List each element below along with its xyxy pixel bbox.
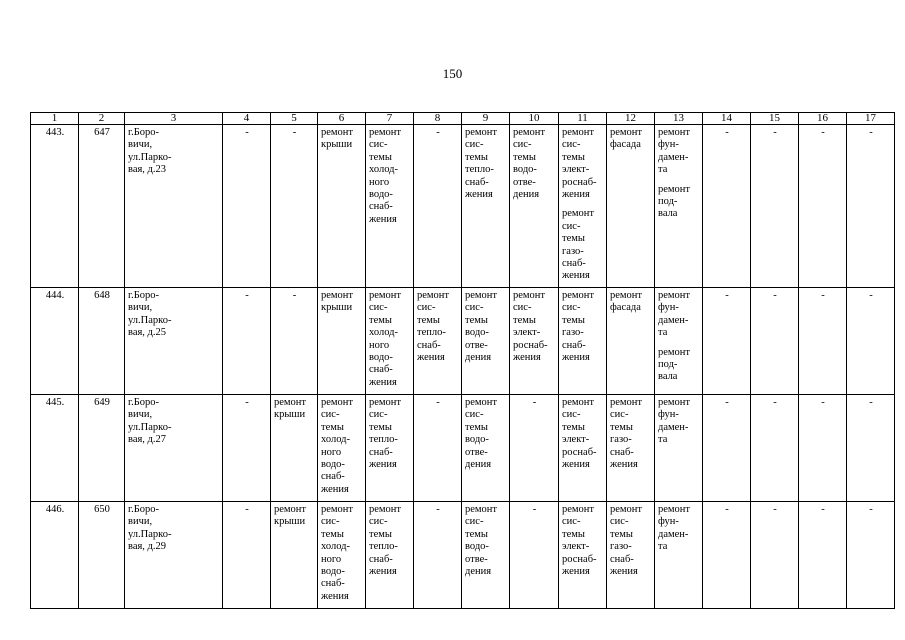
work-item-cell (510, 125, 559, 288)
building-id-cell: 649 (79, 395, 125, 502)
empty-work-cell: - (703, 395, 751, 502)
row-number-cell: 444. (31, 288, 79, 395)
work-item-line: дения (513, 189, 540, 201)
work-item-line: отве- (465, 339, 488, 351)
empty-work-cell: - (751, 288, 799, 395)
work-item-cell (462, 502, 510, 609)
address-line: ул.Парко- (128, 528, 172, 540)
table-body (31, 113, 895, 609)
work-item-line: жения (513, 352, 541, 364)
row-number-cell: 446. (31, 502, 79, 609)
work-item-line: водо- (465, 434, 489, 446)
address-line: вая, д.29 (128, 541, 167, 553)
work-item-line: ремонт (658, 346, 691, 358)
column-header: 7 (366, 113, 414, 125)
table-row (31, 502, 895, 609)
column-header: 5 (271, 113, 318, 125)
work-item-line: ремонт (610, 127, 643, 138)
work-item-cell (366, 288, 414, 395)
column-header: 4 (223, 113, 271, 125)
work-item-line: темы (562, 528, 585, 540)
work-item-cell (607, 125, 655, 288)
work-item-line: ремонт (513, 127, 546, 138)
work-item-line: темы (465, 314, 488, 326)
work-item-line: темы (369, 528, 392, 540)
work-item-line: снаб- (321, 471, 345, 483)
column-header: 8 (414, 113, 462, 125)
work-item-line: жения (369, 459, 397, 471)
work-item-line: снаб- (369, 553, 393, 565)
work-item-line: крыши (274, 409, 306, 421)
empty-work-cell: - (223, 502, 271, 609)
building-id-cell: 648 (79, 288, 125, 395)
work-item-line: ремонт (562, 504, 595, 515)
work-item-line: дамен- (658, 421, 689, 433)
work-item-cell (271, 502, 318, 609)
work-item-line: ремонт (321, 127, 354, 138)
page-number: 150 (442, 66, 463, 81)
work-item-line: темы (562, 421, 585, 433)
work-item-line: фун- (658, 409, 679, 421)
column-header: 13 (655, 113, 703, 125)
work-item-line: темы (513, 151, 536, 163)
empty-work-cell: - (703, 288, 751, 395)
work-item-line: жения (562, 270, 590, 282)
empty-work-cell: - (414, 502, 462, 609)
address-line: вая, д.23 (128, 164, 167, 176)
work-item-line: водо- (369, 352, 393, 364)
work-item-line: дамен- (658, 314, 689, 326)
column-header: 17 (847, 113, 895, 125)
work-item-cell (462, 125, 510, 288)
work-item-line: сис- (321, 409, 340, 421)
row-number-cell: 445. (31, 395, 79, 502)
work-item-line: темы (369, 314, 392, 326)
address-cell (125, 502, 223, 609)
block-gap (562, 201, 604, 208)
work-item-line: элект- (562, 541, 590, 553)
work-item-line: жения (562, 566, 590, 578)
work-item-line: ремонт (610, 504, 643, 515)
work-item-line: жения (369, 566, 397, 578)
work-item-line: под- (658, 359, 678, 371)
column-header: 1 (31, 113, 79, 125)
work-item-cell (559, 288, 607, 395)
work-item-line: водо- (369, 189, 393, 201)
work-item-line: снаб- (417, 339, 441, 351)
empty-work-cell: - (847, 395, 895, 502)
work-item-cell (607, 502, 655, 609)
work-item-line: элект- (513, 327, 541, 339)
work-item-line: сис- (465, 516, 484, 528)
work-item-line: ремонт (417, 290, 450, 301)
work-item-line: фасада (610, 302, 641, 314)
address-cell (125, 125, 223, 288)
work-item-line: крыши (321, 302, 353, 314)
work-item-line: та (658, 434, 668, 446)
work-item-line: водо- (513, 164, 537, 176)
work-item-line: ремонт (369, 290, 402, 301)
work-item-line: снаб- (369, 364, 393, 376)
work-item-line: ного (369, 339, 390, 351)
work-item-line: фасада (610, 139, 641, 151)
work-item-line: снаб- (321, 578, 345, 590)
work-item-line: снаб- (562, 258, 586, 270)
work-item-line: роснаб- (513, 339, 548, 351)
address-line: вая, д.27 (128, 434, 167, 446)
work-item-line: ного (369, 176, 390, 188)
work-item-cell (607, 288, 655, 395)
work-item-line: сис- (369, 516, 388, 528)
work-item-line: темы (369, 151, 392, 163)
work-item-line: крыши (274, 516, 306, 528)
empty-work-cell: - (847, 125, 895, 288)
work-item-line: ремонт (369, 504, 402, 515)
address-line: ул.Парко- (128, 151, 172, 163)
work-item-line: элект- (562, 164, 590, 176)
empty-work-cell: - (703, 125, 751, 288)
work-item-line: холод- (321, 541, 350, 553)
work-item-line: фун- (658, 302, 679, 314)
work-item-line: сис- (562, 220, 581, 232)
work-item-line: отве- (465, 553, 488, 565)
work-item-line: ремонт (562, 208, 595, 220)
work-item-line: сис- (610, 409, 629, 421)
building-id-cell: 650 (79, 502, 125, 609)
work-item-line: темы (465, 151, 488, 163)
column-header: 3 (125, 113, 223, 125)
empty-work-cell: - (799, 395, 847, 502)
work-item-line: ремонт (610, 290, 643, 301)
empty-work-cell: - (223, 288, 271, 395)
work-item-line: снаб- (369, 446, 393, 458)
address-line: г.Боро- (128, 290, 160, 301)
work-item-line: темы (562, 314, 585, 326)
work-item-line: роснаб- (562, 446, 597, 458)
empty-work-cell: - (414, 125, 462, 288)
work-item-cell (462, 395, 510, 502)
work-item-line: газо- (610, 434, 632, 446)
work-item-line: фун- (658, 139, 679, 151)
empty-work-cell: - (751, 125, 799, 288)
address-line: вая, д.25 (128, 327, 167, 339)
work-item-line: темы (465, 421, 488, 433)
work-item-line: холод- (369, 164, 398, 176)
empty-work-cell: - (271, 125, 318, 288)
work-item-cell (414, 288, 462, 395)
address-line: ул.Парко- (128, 314, 172, 326)
work-item-line: ремонт (658, 290, 691, 301)
work-item-line: ремонт (658, 183, 691, 195)
address-line: вичи, (128, 516, 153, 528)
address-cell (125, 288, 223, 395)
work-item-line: темы (465, 528, 488, 540)
column-header: 6 (318, 113, 366, 125)
work-item-line: под- (658, 196, 678, 208)
work-item-line: темы (513, 314, 536, 326)
work-item-line: сис- (513, 302, 532, 314)
work-item-line: ремонт (658, 397, 691, 408)
work-item-line: крыши (321, 139, 353, 151)
address-line: вичи, (128, 409, 153, 421)
work-item-cell (366, 502, 414, 609)
work-item-line: дамен- (658, 151, 689, 163)
work-item-line: сис- (369, 302, 388, 314)
work-item-line: жения (321, 590, 349, 602)
work-item-line: ремонт (465, 290, 498, 301)
work-item-line: ремонт (658, 127, 691, 138)
work-item-line: сис- (417, 302, 436, 314)
work-item-line: та (658, 164, 668, 176)
work-item-line: снаб- (610, 553, 634, 565)
work-item-cell (607, 395, 655, 502)
work-item-line: сис- (321, 516, 340, 528)
work-item-line: ремонт (321, 504, 354, 515)
work-item-line: ного (321, 446, 342, 458)
work-item-line: жения (369, 376, 397, 388)
work-item-line: вала (658, 371, 678, 383)
work-item-cell (559, 125, 607, 288)
work-item-line: роснаб- (562, 553, 597, 565)
work-item-line: дения (465, 352, 492, 364)
work-item-line: ремонт (321, 290, 354, 301)
work-item-line: дения (465, 566, 492, 578)
work-item-line: сис- (562, 409, 581, 421)
work-item-line: газо- (562, 245, 584, 257)
address-line: г.Боро- (128, 127, 160, 138)
work-item-line: ремонт (562, 290, 595, 301)
repair-schedule-table (30, 112, 895, 609)
work-item-line: водо- (321, 566, 345, 578)
empty-work-cell: - (751, 502, 799, 609)
work-item-line: сис- (465, 302, 484, 314)
empty-work-cell: - (751, 395, 799, 502)
work-item-line: сис- (369, 139, 388, 151)
work-item-line: сис- (369, 409, 388, 421)
work-item-line: темы (562, 233, 585, 245)
empty-work-cell: - (799, 502, 847, 609)
work-item-line: ремонт (513, 290, 546, 301)
building-id-cell: 647 (79, 125, 125, 288)
empty-work-cell: - (799, 125, 847, 288)
table-row (31, 125, 895, 288)
address-line: г.Боро- (128, 504, 160, 515)
work-item-line: темы (369, 421, 392, 433)
work-item-line: дения (465, 459, 492, 471)
work-item-line: темы (321, 421, 344, 433)
work-item-line: отве- (513, 176, 536, 188)
work-item-line: тепло- (369, 434, 398, 446)
work-item-line: тепло- (417, 327, 446, 339)
work-item-line: темы (321, 528, 344, 540)
empty-work-cell: - (847, 288, 895, 395)
empty-work-cell: - (847, 502, 895, 609)
work-item-line: жения (321, 483, 349, 495)
work-item-line: сис- (562, 516, 581, 528)
empty-work-cell: - (510, 502, 559, 609)
work-item-line: ремонт (369, 127, 402, 138)
empty-work-cell: - (414, 395, 462, 502)
work-item-line: снаб- (610, 446, 634, 458)
work-item-line: жения (369, 213, 397, 225)
work-item-line: снаб- (369, 201, 393, 213)
column-header: 9 (462, 113, 510, 125)
empty-work-cell: - (271, 288, 318, 395)
work-item-cell (366, 125, 414, 288)
work-item-line: ремонт (465, 397, 498, 408)
work-item-line: сис- (465, 139, 484, 151)
empty-work-cell: - (703, 502, 751, 609)
work-item-line: водо- (465, 327, 489, 339)
work-item-line: газо- (562, 327, 584, 339)
empty-work-cell: - (223, 395, 271, 502)
work-item-line: вала (658, 208, 678, 220)
work-item-line: жения (417, 352, 445, 364)
work-item-line: ремонт (465, 504, 498, 515)
work-item-line: ного (321, 553, 342, 565)
work-item-line: водо- (321, 459, 345, 471)
work-item-line: элект- (562, 434, 590, 446)
work-item-line: жения (562, 189, 590, 201)
work-item-cell (462, 288, 510, 395)
work-item-cell (655, 395, 703, 502)
work-item-line: ремонт (562, 397, 595, 408)
work-item-line: ремонт (274, 397, 307, 408)
work-item-line: ремонт (369, 397, 402, 408)
work-item-line: отве- (465, 446, 488, 458)
empty-work-cell: - (223, 125, 271, 288)
row-number-cell: 443. (31, 125, 79, 288)
work-item-cell (318, 395, 366, 502)
work-item-line: темы (610, 421, 633, 433)
work-item-line: жения (562, 352, 590, 364)
work-item-line: водо- (465, 541, 489, 553)
table-row (31, 395, 895, 502)
column-header: 15 (751, 113, 799, 125)
work-item-line: тепло- (465, 164, 494, 176)
work-item-line: та (658, 327, 668, 339)
work-item-line: ремонт (465, 127, 498, 138)
table-row (31, 288, 895, 395)
work-item-line: жения (610, 566, 638, 578)
work-item-line: фун- (658, 516, 679, 528)
column-header: 16 (799, 113, 847, 125)
work-item-line: сис- (562, 302, 581, 314)
work-item-cell (559, 395, 607, 502)
address-line: ул.Парко- (128, 421, 172, 433)
column-header: 2 (79, 113, 125, 125)
column-number-row (31, 113, 895, 125)
address-line: г.Боро- (128, 397, 160, 408)
work-item-line: ремонт (610, 397, 643, 408)
work-item-line: дамен- (658, 528, 689, 540)
empty-work-cell: - (510, 395, 559, 502)
block-gap (658, 340, 700, 347)
work-item-line: жения (562, 459, 590, 471)
work-item-line: темы (562, 151, 585, 163)
column-header: 11 (559, 113, 607, 125)
address-cell (125, 395, 223, 502)
work-item-line: темы (417, 314, 440, 326)
work-item-cell (655, 125, 703, 288)
empty-work-cell: - (799, 288, 847, 395)
work-item-line: холод- (369, 327, 398, 339)
work-item-cell (510, 288, 559, 395)
work-item-cell (318, 125, 366, 288)
work-item-cell (559, 502, 607, 609)
column-header: 14 (703, 113, 751, 125)
work-item-line: сис- (610, 516, 629, 528)
work-item-line: холод- (321, 434, 350, 446)
work-item-cell (655, 502, 703, 609)
work-item-line: жения (465, 189, 493, 201)
work-item-line: ремонт (321, 397, 354, 408)
address-line: вичи, (128, 139, 153, 151)
work-item-line: ремонт (274, 504, 307, 515)
work-item-cell (655, 288, 703, 395)
work-item-line: жения (610, 459, 638, 471)
work-item-line: снаб- (562, 339, 586, 351)
column-header: 10 (510, 113, 559, 125)
work-item-cell (318, 288, 366, 395)
work-item-line: та (658, 541, 668, 553)
work-item-line: ремонт (562, 127, 595, 138)
work-item-cell (271, 395, 318, 502)
column-header: 12 (607, 113, 655, 125)
work-item-line: роснаб- (562, 176, 597, 188)
work-item-line: снаб- (465, 176, 489, 188)
work-item-line: ремонт (658, 504, 691, 515)
work-item-line: сис- (465, 409, 484, 421)
address-line: вичи, (128, 302, 153, 314)
work-item-cell (318, 502, 366, 609)
work-item-line: тепло- (369, 541, 398, 553)
work-item-cell (366, 395, 414, 502)
work-item-line: сис- (562, 139, 581, 151)
work-item-line: темы (610, 528, 633, 540)
work-item-line: газо- (610, 541, 632, 553)
work-item-line: сис- (513, 139, 532, 151)
block-gap (658, 177, 700, 184)
